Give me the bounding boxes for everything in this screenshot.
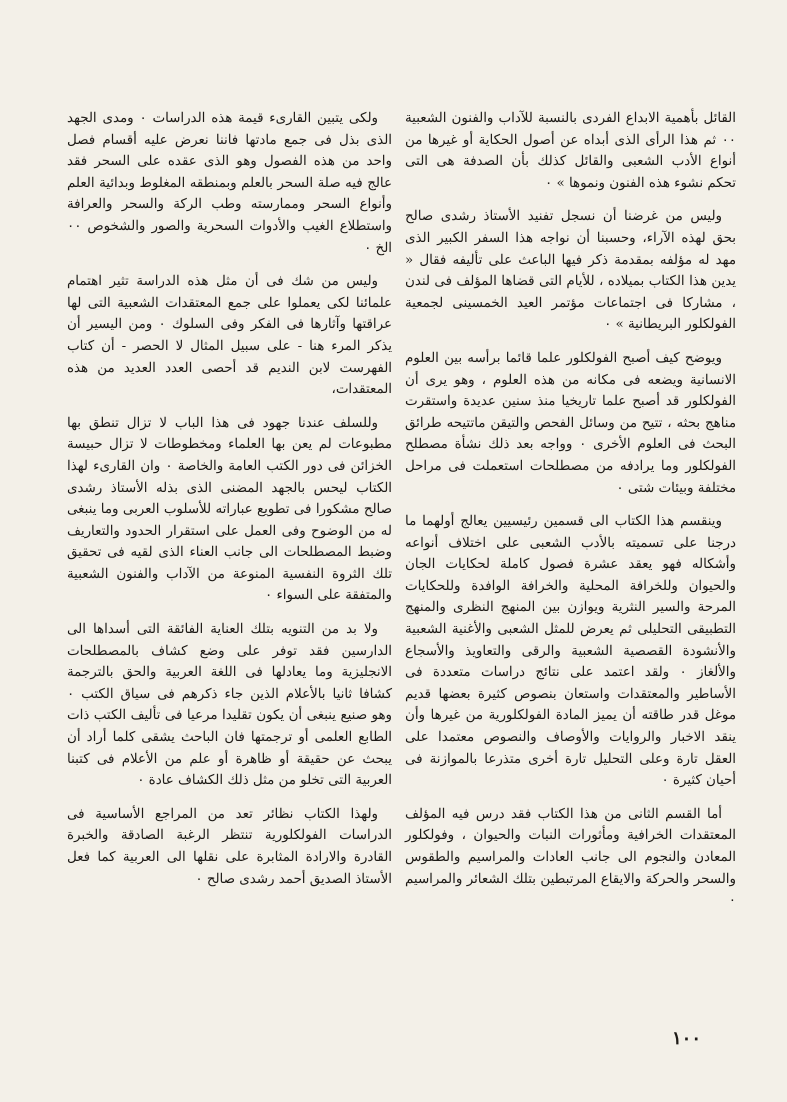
paragraph: ولكى يتبين القارىء قيمة هذه الدراسات ٠ ومدى الجهد الذى بذل فى جمع مادتها فاننا نعرض عليه أقسام فصل واحد من هذه الفصول وهو الذى عقده على السحر فقد عالج فيه صلة السحر بالعلم وبمنطقه المغلوط وبدائية العلم وأنواع السحر وممارسته وطب الركة والسحر والعرافة واستطلاع الغيب والأدوات السحرية والصور والشخوص ٠٠ الخ ٠ xyxy=(67,111,392,256)
right-column xyxy=(405,108,736,924)
paragraph: أما القسم الثانى من هذا الكتاب فقد درس فيه المؤلف المعتقدات الخرافية ومأثورات النبات والحيوان ، وفولكلور المعادن والنجوم الى جانب العادات والمراسيم والطقوس والسحر والحركة والايقاع المرتبطين بتلك الشعائر والمراسيم ٠ xyxy=(405,806,736,909)
paragraph: وللسلف عندنا جهود فى هذا الباب لا تزال تنطق بها مطبوعات لم يعن بها العلماء ومخطوطات لا تزال حبيسة الخزائن فى دور الكتب العامة والخاصة ٠ وان القارىء لهذا الكتاب ليحس بالجهد المضنى الذى بذله الأستاذ رشدى صالح مشكورا فى تطويع عباراته للأسلوب العربى وما ينبغى له من الوضوح وفى العمل على استقرار الحدود والتعاريف وضبط المصطلحات الى جانب العناء الذى لقيه فى تحقيق تلك الثروة النفسية المنوعة من الآداب والفنون الشعبية والمتفقة على السواء ٠ xyxy=(67,415,392,604)
paragraph: ويوضح كيف أصبح الفولكلور علما قائما برأسه بين العلوم الانسانية ويضعه فى مكانه من هذه العلوم ، وهو يرى أن الفولكلور قد أصبح علما تاريخيا منذ سنين عديدة واستقرت مناهج بحثه ، تتيح من وسائل الفحص والتيقن ماتتيحه طرائق البحث فى العلوم الأخرى ٠ وواجه بعد ذلك نشأة مصطلح الفولكلور وما يرادفه من مصطلحات استعملت فى مراحل مختلفة وبيئات شتى ٠ xyxy=(405,350,736,496)
paragraph: وليس من شك فى أن مثل هذه الدراسة تثير اهتمام علمائنا لكى يعملوا على جمع المعتقدات الشعبية التى لها عراقتها وآثارها فى الفكر وفى السلوك ٠ ومن اليسير أن يذكر المرء هنا - على سبيل المثال لا الحصر - أن كتاب الفهرست لابن النديم قد أحصى العدد العديد من هذه المعتقدات، xyxy=(67,274,393,398)
page-number: ١٠٠ xyxy=(672,1028,702,1049)
left-column xyxy=(67,108,392,902)
paragraph: ولهذا الكتاب نظائر تعد من المراجع الأساسية فى الدراسات الفولكلورية تنتظر الرغبة الصادقة والخبرة القادرة والارادة المثابرة على نقلها الى العربية كما فعل الأستاذ الصديق أحمد رشدى صالح ٠ xyxy=(67,806,392,887)
paragraph: ولا بد من التنويه بتلك العناية الفائقة التى أسداها الى الدارسين فقد توفر على وضع كشاف بالمصطلحات الانجليزية وما يعادلها فى اللغة العربية والحق بالترجمة كشافا ثانيا بالأعلام الذين جاء ذكرهم فى سياق الكتب ٠ وهو صنيع ينبغى أن يكون تقليدا مرعيا فى تأليف الكتب ذات الطابع العلمى أو ترجمتها فان الباحث يشقى كلما أراد أن يبحث عن حقيقة أو ظاهرة أو علم من الأعلام فى كتبنا العربية التى تخلو من مثل ذلك الكشاف عادة ٠ xyxy=(67,622,392,789)
paragraph: القائل بأهمية الابداع الفردى بالنسبة للآداب والفنون الشعبية ٠٠ ثم هذا الرأى الذى أبداه عن أصول الحكاية أو غيرها من أنواع الأدب الشعبى والقائل كذلك بأن الصدفة هى التى تحكم نشوء هذه الفنون ونموها » ٠ xyxy=(405,111,736,191)
paragraph: وينقسم هذا الكتاب الى قسمين رئيسيين يعالج أولهما ما درجنا على تسميته بالأدب الشعبى على اختلاف أنواعه وأشكاله فهو يعقد عشرة فصول كاملة لحكايات الجان والحيوان وللخرافة المحلية والخرافة الوافدة وللحكايات المرحة والسير النثرية ويوازن بين المنهج النظرى والمنهج التطبيقى التحليلى ثم يعرض للمثل الشعبى والأغنية الشعبية والأنشودة القصصية الشعبية والرقى والتعاويذ والأسجاع والألغاز ٠ ولقد اعتمد على نتائج دراسات متعددة فى الأساطير والمعتقدات واستعان بنصوص كثيرة بعضها قديم موغل قدر طاقته أن يميز المادة الفولكلورية من غيرها وأن ينقد الاخبار والروايات والأوصاف والنصوص معتمدا على العقل تارة وعلى التحليل تارة أخرى متذرعا بالموازنة فى أحيان كثيرة ٠ xyxy=(405,514,736,789)
paragraph: وليس من غرضنا أن نسجل تفنيد الأستاذ رشدى صالح بحق لهذه الآراء، وحسبنا أن نواجه هذا السفر الكبير الذى مهد له مؤلفه بمقدمة ذكر فيها الباعث على تأليفه فقال « يدين هذا الكتاب بميلاده ، للأيام التى قضاها المؤلف فى لندن ، مشاركا فى اجتماعات مؤتمر العيد الخمسينى لجمعية الفولكلور البريطانية » ٠ xyxy=(405,209,736,333)
